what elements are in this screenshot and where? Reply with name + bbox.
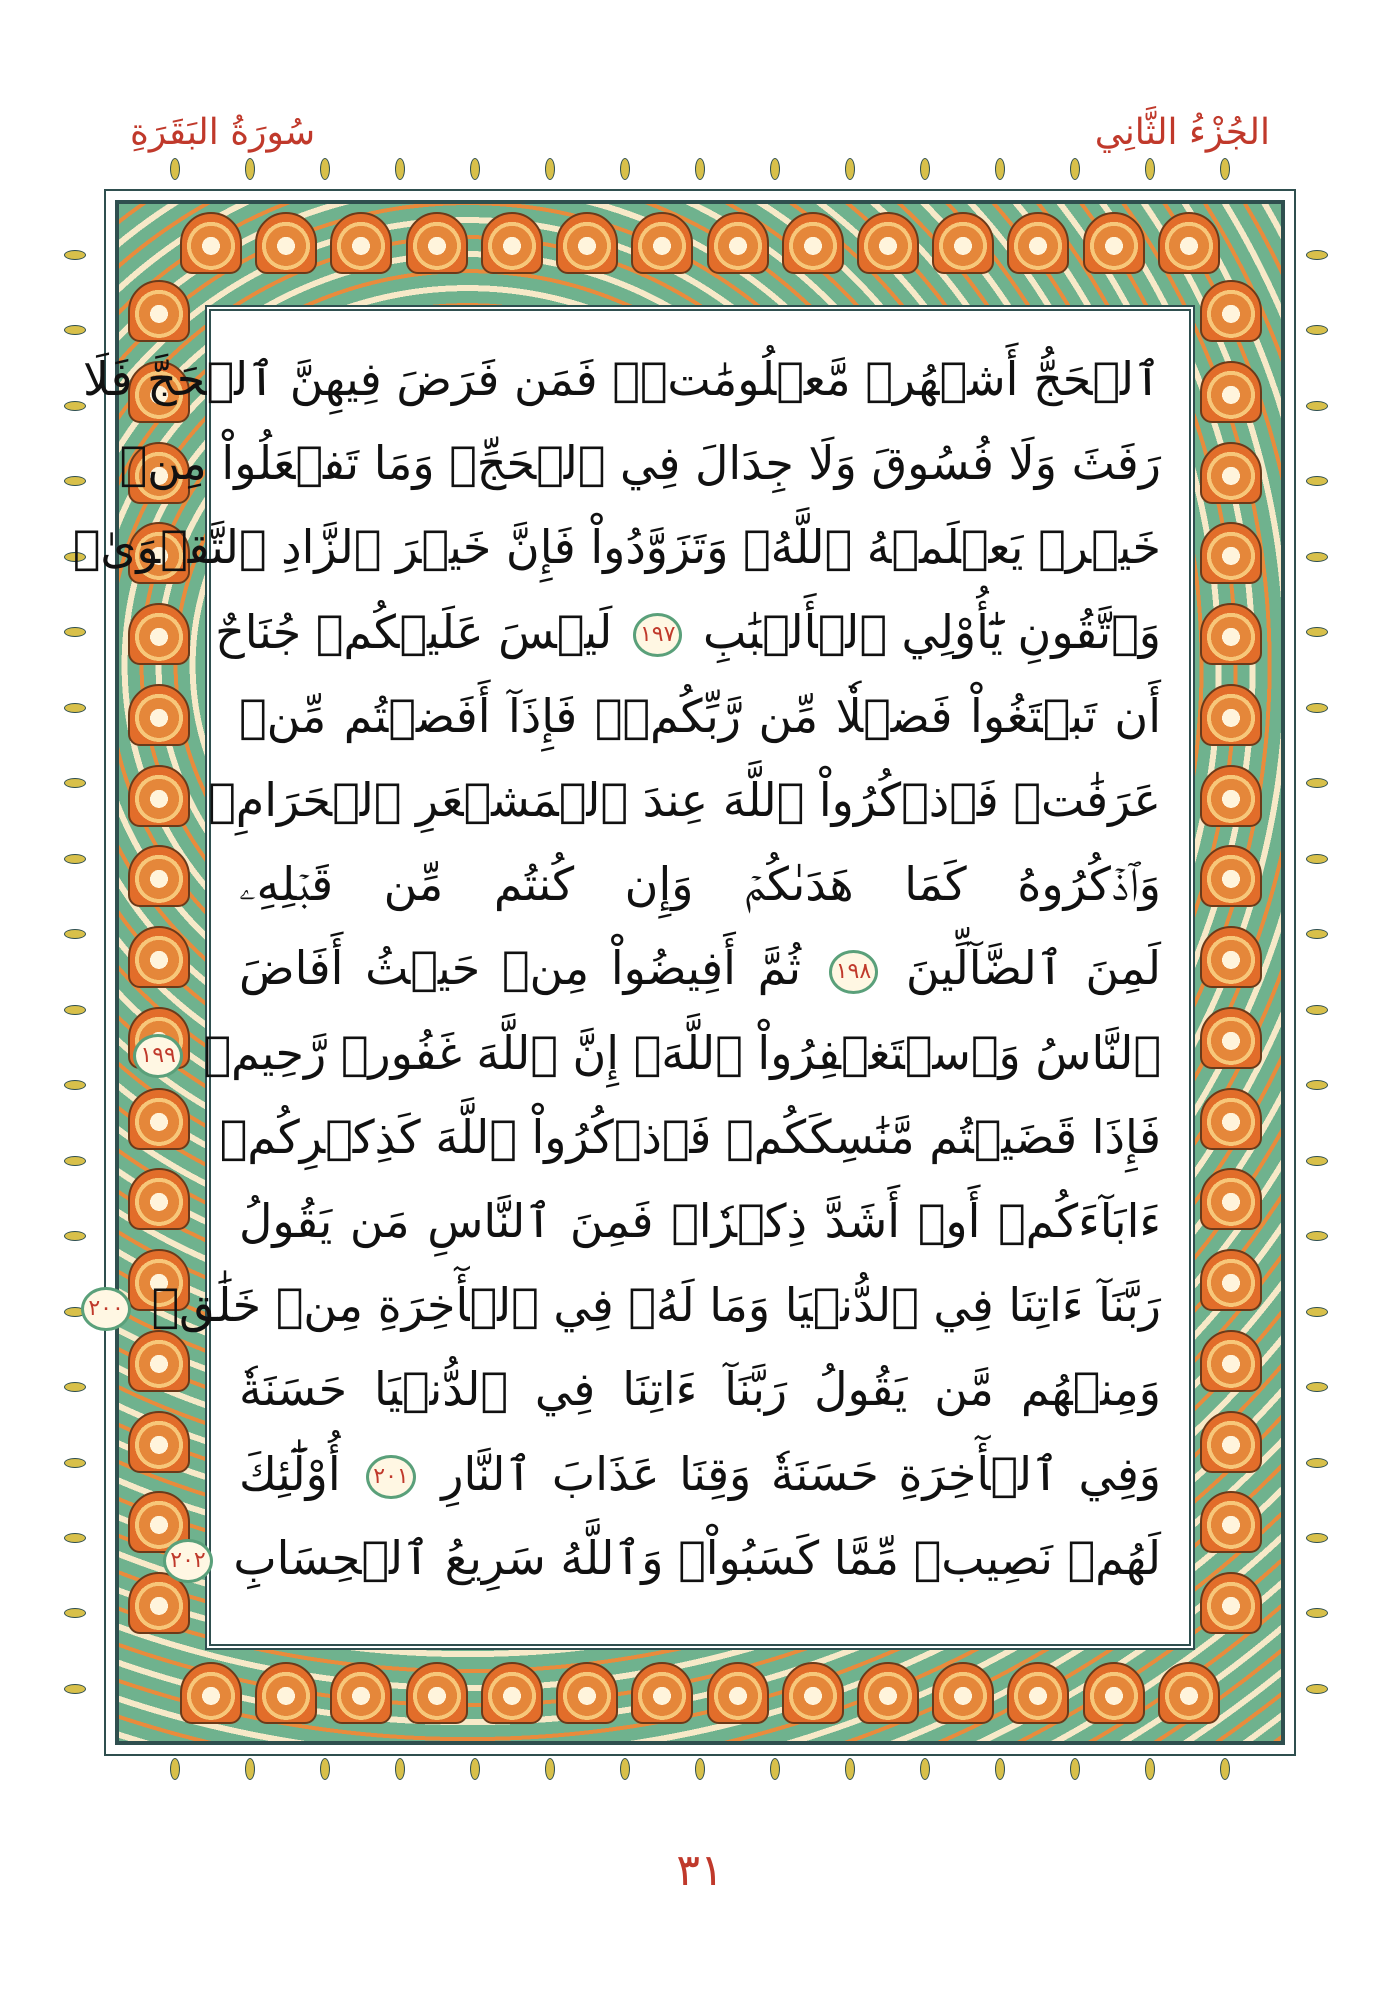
floral-ornament-icon <box>556 212 618 274</box>
ayah-number-marker: ٢٠٠ <box>81 1287 130 1331</box>
floral-ornament-icon <box>481 1662 543 1724</box>
quran-text-panel <box>72 305 1195 1650</box>
frame-tick-icon <box>1306 552 1328 562</box>
frame-tick-icon <box>64 1458 86 1468</box>
verse-text: وَفِي ٱلۡأٓخِرَةِ حَسَنَةٗ وَقِنَا عَذَابَ ٱلنَّارِ <box>441 1446 1162 1501</box>
frame-tick-icon <box>1306 854 1328 864</box>
ayah-number-marker: ٢٠٢ <box>163 1539 212 1583</box>
ornament-column-right <box>1200 280 1272 1634</box>
frame-tick-icon <box>1306 401 1328 411</box>
frame-tick-icon <box>1070 1758 1080 1780</box>
frame-tick-icon <box>1306 1080 1328 1090</box>
ayah-number-marker: ١٩٩ <box>133 1034 182 1078</box>
floral-ornament-icon <box>1007 1662 1069 1724</box>
floral-ornament-icon <box>857 212 919 274</box>
floral-ornament-icon <box>1200 1330 1262 1392</box>
frame-tick-icon <box>1306 1684 1328 1694</box>
frame-tick-icon <box>770 1758 780 1780</box>
floral-ornament-icon <box>128 1411 190 1473</box>
frame-tick-icon <box>1306 1608 1328 1618</box>
floral-ornament-icon <box>1200 845 1262 907</box>
floral-ornament-icon <box>932 212 994 274</box>
text-line <box>219 1095 1161 1179</box>
frame-tick-icon <box>64 778 86 788</box>
floral-ornament-icon <box>330 1662 392 1724</box>
floral-ornament-icon <box>128 1088 190 1150</box>
text-line <box>215 590 1161 674</box>
floral-ornament-icon <box>128 926 190 988</box>
frame-tick-icon <box>1220 1758 1230 1780</box>
verse-text: خَيۡرٖ يَعۡلَمۡهُ ٱللَّهُۗ وَتَزَوَّدُواْ فَإِنَّ خَيۡرَ ٱلزَّادِ ٱلتَّقۡوَىٰۖ <box>72 520 1161 575</box>
juz-title: الجُزْءُ الثَّانِي <box>1094 111 1270 153</box>
frame-tick-icon <box>320 158 330 180</box>
text-line <box>239 926 1161 1010</box>
floral-ornament-icon <box>1200 280 1262 342</box>
frame-tick-icon <box>1145 1758 1155 1780</box>
verse-text: رَفَثَ وَلَا فُسُوقَ وَلَا جِدَالَ فِي ٱلۡحَجِّۗ وَمَا تَفۡعَلُواْ مِنۡ <box>119 436 1161 491</box>
frame-tick-icon <box>770 158 780 180</box>
floral-ornament-icon <box>180 1662 242 1724</box>
running-header <box>130 102 1270 162</box>
text-line <box>239 842 1161 926</box>
ornament-row-bottom <box>180 1662 1220 1734</box>
floral-ornament-icon <box>1200 1088 1262 1150</box>
frame-tick-icon <box>920 1758 930 1780</box>
floral-ornament-icon <box>1200 1411 1262 1473</box>
frame-tick-icon <box>545 1758 555 1780</box>
frame-tick-icon <box>1306 1231 1328 1241</box>
floral-ornament-icon <box>128 1168 190 1230</box>
floral-ornament-icon <box>180 212 242 274</box>
floral-ornament-icon <box>1200 361 1262 423</box>
text-line <box>83 337 1161 421</box>
frame-tick-icon <box>64 703 86 713</box>
floral-ornament-icon <box>128 765 190 827</box>
floral-ornament-icon <box>782 1662 844 1724</box>
frame-tick-icon <box>695 158 705 180</box>
verse-text: أَن تَبۡتَغُواْ فَضۡلٗا مِّن رَّبِّكُمۡۚ فَإِذَآ أَفَضۡتُم مِّنۡ <box>239 688 1161 743</box>
floral-ornament-icon <box>481 212 543 274</box>
frame-tick-icon <box>64 627 86 637</box>
frame-ticks-bottom <box>170 1758 1230 1788</box>
floral-ornament-icon <box>1158 1662 1220 1724</box>
text-line <box>119 421 1161 505</box>
frame-ticks-right <box>1306 250 1336 1694</box>
floral-ornament-icon <box>1200 1168 1262 1230</box>
frame-tick-icon <box>245 158 255 180</box>
floral-ornament-icon <box>1007 212 1069 274</box>
verse-text: وَٱتَّقُونِ يَٰٓأُوْلِي ٱلۡأَلۡبَٰبِ <box>703 604 1161 659</box>
floral-ornament-icon <box>1158 212 1220 274</box>
frame-tick-icon <box>995 158 1005 180</box>
floral-ornament-icon <box>782 212 844 274</box>
frame-tick-icon <box>1306 1458 1328 1468</box>
frame-tick-icon <box>620 1758 630 1780</box>
frame-ticks-left <box>64 250 94 1694</box>
text-line <box>170 1516 1161 1600</box>
frame-tick-icon <box>64 1080 86 1090</box>
frame-tick-icon <box>1070 158 1080 180</box>
frame-tick-icon <box>1145 158 1155 180</box>
floral-ornament-icon <box>330 212 392 274</box>
ornament-row-top <box>180 212 1220 284</box>
floral-ornament-icon <box>1200 684 1262 746</box>
ayah-number-marker: ١٩٨ <box>829 950 878 994</box>
text-line <box>239 1179 1161 1263</box>
page-number: ٣١ <box>676 1845 724 1896</box>
verse-text: ٱلنَّاسُ وَٱسۡتَغۡفِرُواْ ٱللَّهَۚ إِنَّ ٱللَّهَ غَفُورٞ رَّحِيمٞ <box>203 1025 1161 1080</box>
floral-ornament-icon <box>932 1662 994 1724</box>
verse-text: لَهُمۡ نَصِيبٞ مِّمَّا كَسَبُواْۚ وَٱللَّهُ سَرِيعُ ٱلۡحِسَابِ <box>233 1530 1161 1585</box>
frame-tick-icon <box>64 325 86 335</box>
frame-tick-icon <box>1306 703 1328 713</box>
floral-ornament-icon <box>707 212 769 274</box>
floral-ornament-icon <box>1200 926 1262 988</box>
floral-ornament-icon <box>1200 765 1262 827</box>
verse-text: ءَابَآءَكُمۡ أَوۡ أَشَدَّ ذِكۡرٗاۗ فَمِنَ ٱلنَّاسِ مَن يَقُولُ <box>239 1194 1161 1249</box>
floral-ornament-icon <box>128 603 190 665</box>
floral-ornament-icon <box>556 1662 618 1724</box>
text-line <box>72 505 1161 589</box>
frame-tick-icon <box>64 476 86 486</box>
frame-tick-icon <box>170 158 180 180</box>
ayah-number-marker: ٢٠١ <box>366 1455 415 1499</box>
text-line <box>88 1263 1161 1347</box>
frame-tick-icon <box>1306 325 1328 335</box>
frame-tick-icon <box>1306 1156 1328 1166</box>
frame-tick-icon <box>1306 476 1328 486</box>
floral-ornament-icon <box>1200 1572 1262 1634</box>
frame-tick-icon <box>64 854 86 864</box>
floral-ornament-icon <box>255 212 317 274</box>
frame-tick-icon <box>245 1758 255 1780</box>
frame-tick-icon <box>920 158 930 180</box>
frame-tick-icon <box>845 1758 855 1780</box>
verse-text: لَمِنَ ٱلضَّآلِّينَ <box>905 941 1161 996</box>
frame-tick-icon <box>64 1533 86 1543</box>
verse-text: رَبَّنَآ ءَاتِنَا فِي ٱلدُّنۡيَا وَمَا لَهُۥ فِي ٱلۡأٓخِرَةِ مِنۡ خَلَٰقٖ <box>151 1278 1161 1333</box>
frame-tick-icon <box>64 1684 86 1694</box>
floral-ornament-icon <box>707 1662 769 1724</box>
frame-tick-icon <box>545 158 555 180</box>
floral-ornament-icon <box>255 1662 317 1724</box>
frame-tick-icon <box>1306 929 1328 939</box>
frame-tick-icon <box>1306 778 1328 788</box>
floral-ornament-icon <box>1200 442 1262 504</box>
floral-ornament-icon <box>631 212 693 274</box>
frame-tick-icon <box>64 1382 86 1392</box>
frame-tick-icon <box>320 1758 330 1780</box>
frame-tick-icon <box>1306 627 1328 637</box>
floral-ornament-icon <box>1200 603 1262 665</box>
floral-ornament-icon <box>1083 1662 1145 1724</box>
floral-ornament-icon <box>406 212 468 274</box>
verse-text: وَمِنۡهُم مَّن يَقُولُ رَبَّنَآ ءَاتِنَا فِي ٱلدُّنۡيَا حَسَنَةٗ <box>239 1362 1161 1417</box>
verse-text: عَرَفَٰتٖ فَٱذۡكُرُواْ ٱللَّهَ عِندَ ٱلۡمَشۡعَرِ ٱلۡحَرَامِۖ <box>208 773 1161 828</box>
text-line <box>239 1347 1161 1431</box>
frame-tick-icon <box>1306 1005 1328 1015</box>
verse-text: لَيۡسَ عَلَيۡكُمۡ جُنَاحٌ <box>215 604 613 659</box>
floral-ornament-icon <box>406 1662 468 1724</box>
frame-ticks-top <box>170 158 1230 188</box>
frame-tick-icon <box>64 1608 86 1618</box>
floral-ornament-icon <box>631 1662 693 1724</box>
frame-tick-icon <box>64 1231 86 1241</box>
frame-tick-icon <box>620 158 630 180</box>
verse-text: ٱلۡحَجُّ أَشۡهُرٞ مَّعۡلُومَٰتٞۚ فَمَن فَرَضَ فِيهِنَّ ٱلۡحَجَّ فَلَا <box>83 352 1161 406</box>
frame-tick-icon <box>470 1758 480 1780</box>
frame-tick-icon <box>64 1005 86 1015</box>
floral-ornament-icon <box>128 684 190 746</box>
ayah-number-marker: ١٩٧ <box>633 613 682 657</box>
frame-tick-icon <box>845 158 855 180</box>
frame-tick-icon <box>995 1758 1005 1780</box>
floral-ornament-icon <box>1200 1249 1262 1311</box>
verse-text: فَإِذَا قَضَيۡتُم مَّنَٰسِكَكُمۡ فَٱذۡكُرُواْ ٱللَّهَ كَذِكۡرِكُمۡ <box>219 1109 1161 1164</box>
frame-tick-icon <box>395 158 405 180</box>
frame-tick-icon <box>470 158 480 180</box>
text-line <box>239 674 1161 758</box>
text-line <box>208 758 1161 842</box>
floral-ornament-icon <box>1200 1491 1262 1553</box>
floral-ornament-icon <box>1083 212 1145 274</box>
floral-ornament-icon <box>128 845 190 907</box>
frame-tick-icon <box>170 1758 180 1780</box>
floral-ornament-icon <box>1200 1007 1262 1069</box>
verse-text: ثُمَّ أَفِيضُواْ مِنۡ حَيۡثُ أَفَاضَ <box>239 941 802 996</box>
frame-tick-icon <box>64 1156 86 1166</box>
surah-title: سُورَةُ البَقَرَةِ <box>130 111 316 153</box>
verse-text: أُوْلَٰٓئِكَ <box>239 1446 341 1501</box>
verse-text: وَٱذۡكُرُوهُ كَمَا هَدَىٰكُمۡ وَإِن كُنتُم مِّن قَبۡلِهِۦ <box>239 857 1161 912</box>
frame-tick-icon <box>1306 1533 1328 1543</box>
frame-tick-icon <box>1306 1382 1328 1392</box>
frame-tick-icon <box>1306 250 1328 260</box>
frame-tick-icon <box>64 250 86 260</box>
floral-ornament-icon <box>128 280 190 342</box>
floral-ornament-icon <box>857 1662 919 1724</box>
frame-tick-icon <box>1306 1307 1328 1317</box>
text-line <box>140 1011 1161 1095</box>
frame-tick-icon <box>64 929 86 939</box>
floral-ornament-icon <box>1200 522 1262 584</box>
frame-tick-icon <box>395 1758 405 1780</box>
frame-tick-icon <box>695 1758 705 1780</box>
text-line <box>239 1432 1161 1516</box>
frame-tick-icon <box>1220 158 1230 180</box>
